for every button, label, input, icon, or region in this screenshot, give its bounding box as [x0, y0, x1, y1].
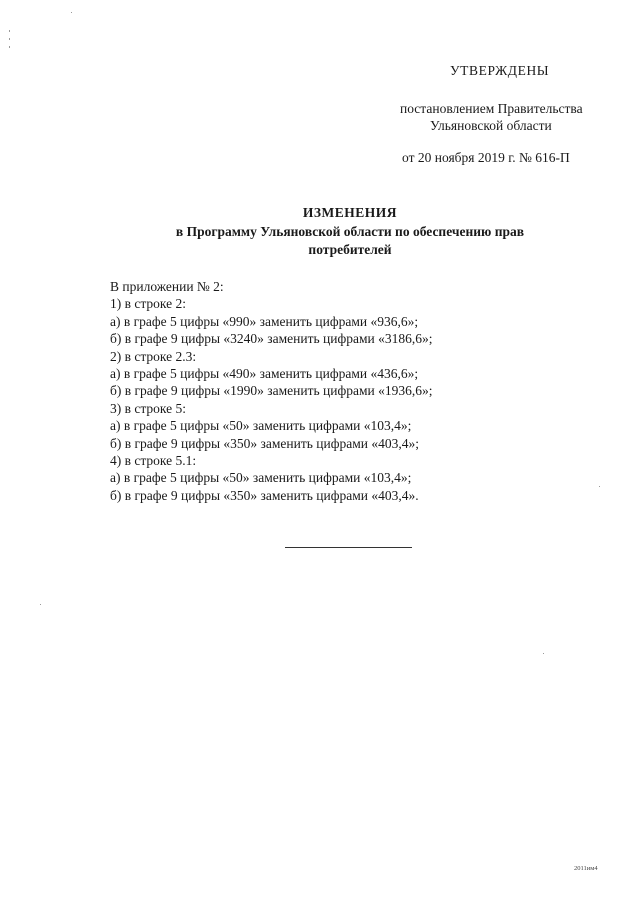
document-subtitle-line-1: в Программу Ульяновской области по обеспечению прав	[175, 224, 525, 239]
body-line: б) в графе 9 цифры «3240» заменить цифрами «3186,6»;	[110, 331, 433, 347]
scan-speck	[40, 604, 41, 605]
body-line: б) в графе 9 цифры «350» заменить цифрами «403,4»;	[110, 435, 419, 451]
end-separator-line	[285, 547, 412, 548]
body-line: 3) в строке 5:	[110, 400, 187, 416]
approval-region: Ульяновской области	[430, 118, 552, 133]
scan-speck	[9, 46, 10, 48]
body-line: 2) в строке 2.3:	[110, 348, 197, 364]
body-line: а) в графе 5 цифры «490» заменить цифрами «436,6»;	[110, 365, 419, 381]
body-line: а) в графе 5 цифры «990» заменить цифрами «936,6»;	[110, 313, 419, 329]
body-line: 1) в строке 2:	[110, 296, 187, 312]
body-line: 4) в строке 5.1:	[110, 452, 197, 468]
scan-speck	[543, 653, 544, 654]
amendments-list	[110, 278, 580, 504]
approval-title: УТВЕРЖДЕНЫ	[450, 63, 550, 78]
body-line: В приложении № 2:	[110, 279, 224, 294]
scan-speck	[9, 30, 10, 32]
body-line: б) в графе 9 цифры «1990» заменить цифрами «1936,6»;	[110, 383, 433, 399]
scan-speck	[9, 38, 10, 40]
body-line: б) в графе 9 цифры «350» заменить цифрами «403,4».	[110, 487, 419, 503]
scan-speck	[71, 12, 72, 13]
document-subtitle-line-2: потребителей	[308, 242, 392, 257]
footer-document-code: 2011им4	[574, 865, 598, 872]
document-title: ИЗМЕНЕНИЯ	[302, 205, 398, 220]
approval-authority: постановлением Правительства	[400, 101, 583, 116]
body-line: а) в графе 5 цифры «50» заменить цифрами «103,4»;	[110, 418, 412, 434]
body-line: а) в графе 5 цифры «50» заменить цифрами «103,4»;	[110, 470, 412, 486]
scan-speck	[599, 486, 600, 487]
approval-date: от 20 ноября 2019 г. № 616-П	[402, 150, 570, 165]
